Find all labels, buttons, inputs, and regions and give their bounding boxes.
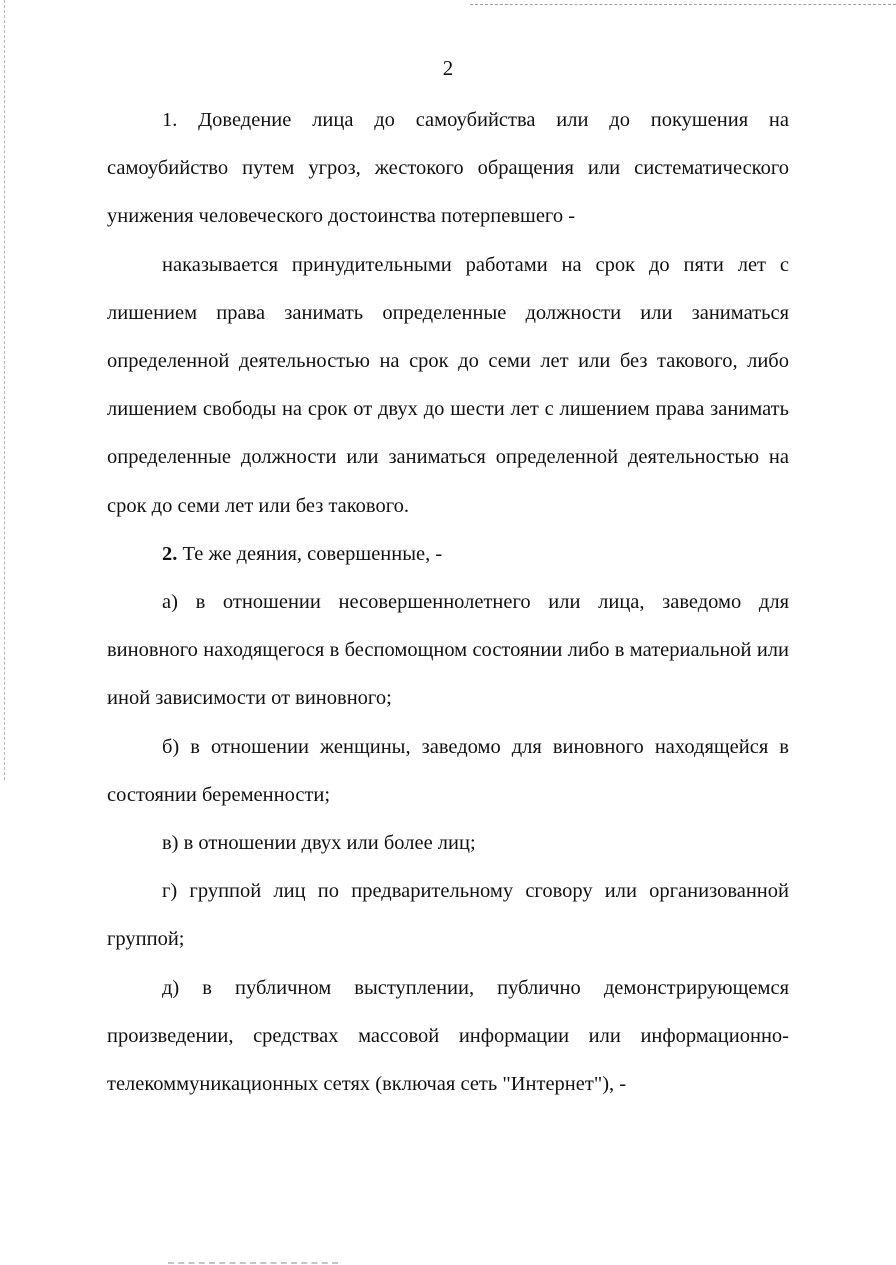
document-body — [107, 96, 789, 1108]
paragraph-article-part-2 — [107, 530, 789, 578]
part-2-intro: Те же деяния, совершенные, - — [177, 542, 443, 565]
scan-edge-bottom — [168, 1262, 338, 1264]
scan-edge-top — [470, 4, 896, 5]
scan-edge-left — [4, 0, 5, 780]
list-item-v: в) в отношении двух или более лиц; — [162, 832, 476, 855]
page-number: 2 — [442, 56, 454, 80]
list-item-b: б) в отношении женщины, заведомо для виновного находящейся в состоянии беременности; — [107, 735, 789, 806]
part-number: 2. — [162, 542, 178, 565]
paragraph-punishment: наказывается принудительными работами на срок до пяти лет с лишением права занимать определенные должности или заниматься определенной деятельностью на срок до семи лет или без такового, либо лишением свободы на срок от двух до шести лет с лишением права занимать определенные должности или заниматься определенной деятельностью на срок до семи лет или без такового. — [107, 253, 789, 517]
list-item-g: г) группой лиц по предварительному сговору или организованной группой; — [107, 880, 789, 951]
paragraph-article-part-1: 1. Доведение лица до самоубийства или до покушения на самоубийство путем угроз, жестокого обращения или систематического унижения человеческого достоинства потерпевшего - — [107, 109, 789, 228]
list-item-d: д) в публичном выступлении, публично демонстрирующемся произведении, средствах массовой информации или информационно-телекоммуникационных сетях (включая сеть "Интернет"), - — [107, 976, 789, 1096]
list-item-a: а) в отношении несовершеннолетнего или лица, заведомо для виновного находящегося в беспомощном состоянии либо в материальной или иной зависимости от виновного; — [107, 591, 789, 710]
